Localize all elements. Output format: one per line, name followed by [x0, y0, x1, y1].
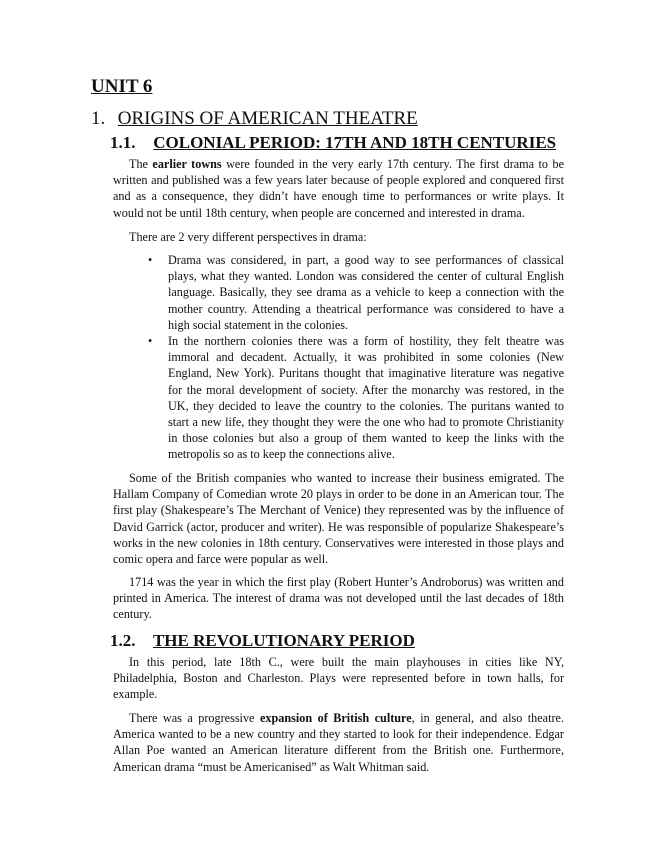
perspectives-list	[148, 252, 564, 463]
list-item-text: Drama was considered, in part, a good way to see performances of classical plays, what they wanted. London was considered the center of cultural English language. Basically, they see drama as a vehicle to keep a connection with the mother country. Attending a theatrical performance was considered to have a high social statement in the colonies.	[168, 253, 564, 332]
subsection-heading-revolutionary	[110, 631, 415, 651]
paragraph-text: The	[129, 157, 153, 171]
paragraph-text: There are 2 very different perspectives in drama:	[129, 230, 367, 244]
section-heading-origins	[91, 108, 418, 130]
subsection-heading-colonial	[110, 133, 556, 153]
unit-title: UNIT 6	[91, 76, 153, 97]
paragraph-british-companies	[113, 470, 564, 567]
paragraph-playhouses	[113, 654, 564, 703]
subsection-number: 1.1.	[110, 133, 136, 152]
list-item	[148, 252, 564, 333]
bold-phrase: expansion of British culture	[259, 711, 412, 725]
list-item	[148, 333, 564, 463]
paragraph-text: Some of the British companies who wanted to increase their business emigrated. The Hallam Company of Comedian wrote 20 plays in order to be done in an American tour. The first play (Shakespeare’s The Merchant of Venice) they represented was by the influence of David Garrick (actor, producer and writer). He was responsible of popularize Shakespeare’s works in the new colonies in 18th century. Conservatives were interested in those plays and comic opera and farce were popular as well.	[113, 471, 564, 567]
paragraph-text: 1714 was the year in which the first play (Robert Hunter’s Androborus) was written and printed in America. The interest of drama was not developed until the last decades of 18th century.	[113, 575, 564, 622]
subsection-title: THE REVOLUTIONARY PERIOD	[152, 631, 415, 650]
subsection-number: 1.2.	[110, 631, 136, 650]
paragraph-british-culture	[113, 710, 564, 775]
paragraph-text: were founded in the very early 17th century. The first drama to be written and published was a few years later because of people explored and conquered first and as a consequence, they didn’t have enough time to performances or write plays. It would not be until 18th century, when people are concerned and interested in drama.	[113, 157, 564, 220]
bullet-icon: •	[148, 334, 153, 349]
bold-phrase: earlier towns	[152, 157, 222, 171]
paragraph-earlier-towns	[113, 156, 564, 221]
list-item-text: In the northern colonies there was a form of hostility, they felt theatre was immoral and decadent. Actually, it was prohibited in some colonies (New England, New York). Puritans thought that imaginative literature was negative for the moral development of society. After the monarchy was restored, in the UK, they decided to leave the country to the colonies. The puritans wanted to start a new life, they thought they were the one who had to promote Christianity in those colonies but also a group of them wanted to keep the links with the metropolis so as to keep the connections alive.	[168, 334, 564, 462]
paragraph-first-play	[113, 574, 564, 623]
section-number: 1.	[91, 108, 106, 129]
subsection-title: COLONIAL PERIOD: 17TH AND 18TH CENTURIES	[153, 133, 557, 152]
paragraph-text: , in general, and also theatre. America wanted to be a new country and they started to look for their independence. Edgar Allan Poe wanted an American literature different from the British one. Furthermore, American drama “must be Americanised” as Walt Whitman said.	[113, 711, 564, 774]
paragraph-text: In this period, late 18th C., were built the main playhouses in cities like NY, Philadelphia, Boston and Charleston. Plays were represented before in town halls, for example.	[113, 655, 564, 702]
paragraph-perspectives	[113, 229, 564, 245]
bullet-icon: •	[148, 253, 153, 267]
section-title: ORIGINS OF AMERICAN THEATRE	[117, 108, 418, 129]
paragraph-text: There was a progressive	[129, 711, 260, 725]
